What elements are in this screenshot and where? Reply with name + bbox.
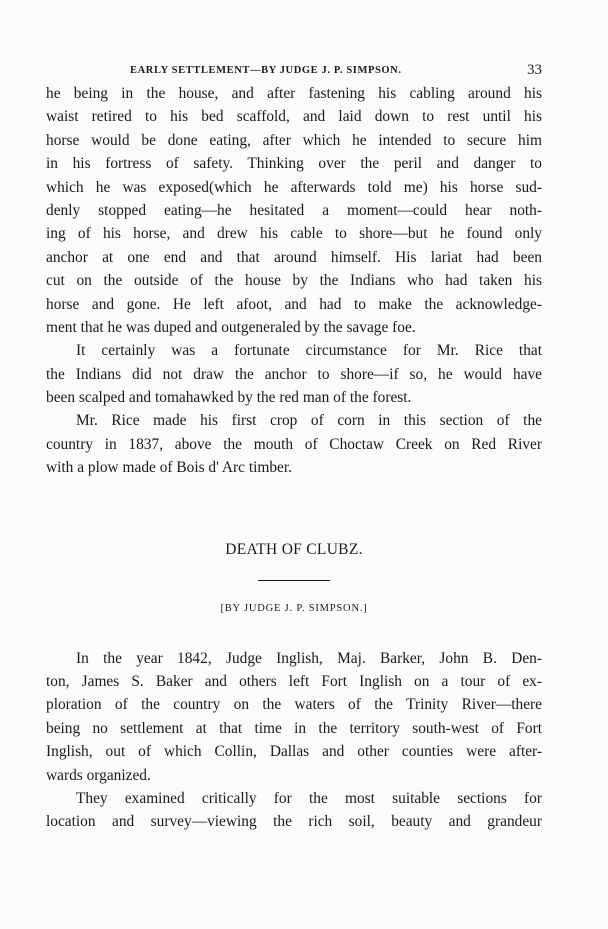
text-line: ing of his horse, and drew his cable to shore—but he found only [46, 225, 542, 243]
spacer [46, 480, 542, 538]
text-line: ton, James S. Baker and others left Fort Inglish on a tour of ex- [46, 673, 542, 691]
text-line: been scalped and tomahawked by the red man of the forest. [46, 389, 412, 407]
section-title: DEATH OF CLUBZ. [225, 540, 363, 558]
text-line: ment that he was duped and outgeneraled by the savage foe. [46, 318, 416, 336]
text-line: horse and gone. He left afoot, and had to make the acknowledge- [46, 295, 542, 313]
text-line: with a plow made of Bois d' Arc timber. [46, 459, 292, 477]
text-line: the Indians did not draw the anchor to shore—if so, he would have [46, 365, 542, 383]
text-line: waist retired to his bed scaffold, and laid down to rest until his [46, 108, 542, 126]
paragraph-examined [46, 787, 542, 834]
paragraph-year-1842 [46, 647, 542, 787]
text-line: ploration of the country on the waters of the Trinity River—there [46, 696, 542, 714]
text-line: horse would be done eating, after which he intended to secure him [46, 131, 542, 149]
text-line: in his fortress of safety. Thinking over the peril and danger to [46, 155, 542, 173]
text-line: which he was exposed(which he afterwards told me) his horse sud- [46, 178, 542, 196]
text-line: wards organized. [46, 766, 151, 784]
text-line: anchor at one end and that around himself. His lariat had been [46, 248, 542, 266]
text-line: It certainly was a fortunate circumstance for Mr. Rice that [76, 342, 542, 360]
text-line: cut on the outside of the house by the Indians who had taken his [46, 272, 542, 290]
title-rule [258, 580, 330, 581]
text-line: being no settlement at that time in the territory south-west of Fort [46, 719, 542, 737]
page-number: 33 [527, 62, 542, 78]
running-title: EARLY SETTLEMENT—BY JUDGE J. P. SIMPSON. [130, 65, 402, 76]
text-line: In the year 1842, Judge Inglish, Maj. Barker, John B. Den- [76, 649, 542, 667]
spacer [46, 619, 542, 647]
paragraph-fortunate [46, 339, 542, 409]
text-line: country in 1837, above the mouth of Choctaw Creek on Red River [46, 435, 542, 453]
text-line: Inglish, out of which Collin, Dallas and other counties were after- [46, 743, 542, 761]
paragraph-first-crop [46, 409, 542, 479]
paragraph-continuation [46, 82, 542, 339]
text-line: They examined critically for the most suitable sections for [76, 789, 542, 807]
text-line: he being in the house, and after fastening his cabling around his [46, 85, 542, 102]
running-head [46, 56, 542, 82]
text-line: Mr. Rice made his first crop of corn in this section of the [76, 412, 542, 430]
section-byline: [BY JUDGE J. P. SIMPSON.] [220, 602, 368, 614]
text-line: denly stopped eating—he hesitated a moment—could hear noth- [46, 201, 542, 219]
text-line: location and survey—viewing the rich soil, beauty and grandeur [46, 813, 542, 831]
book-page [46, 56, 542, 834]
